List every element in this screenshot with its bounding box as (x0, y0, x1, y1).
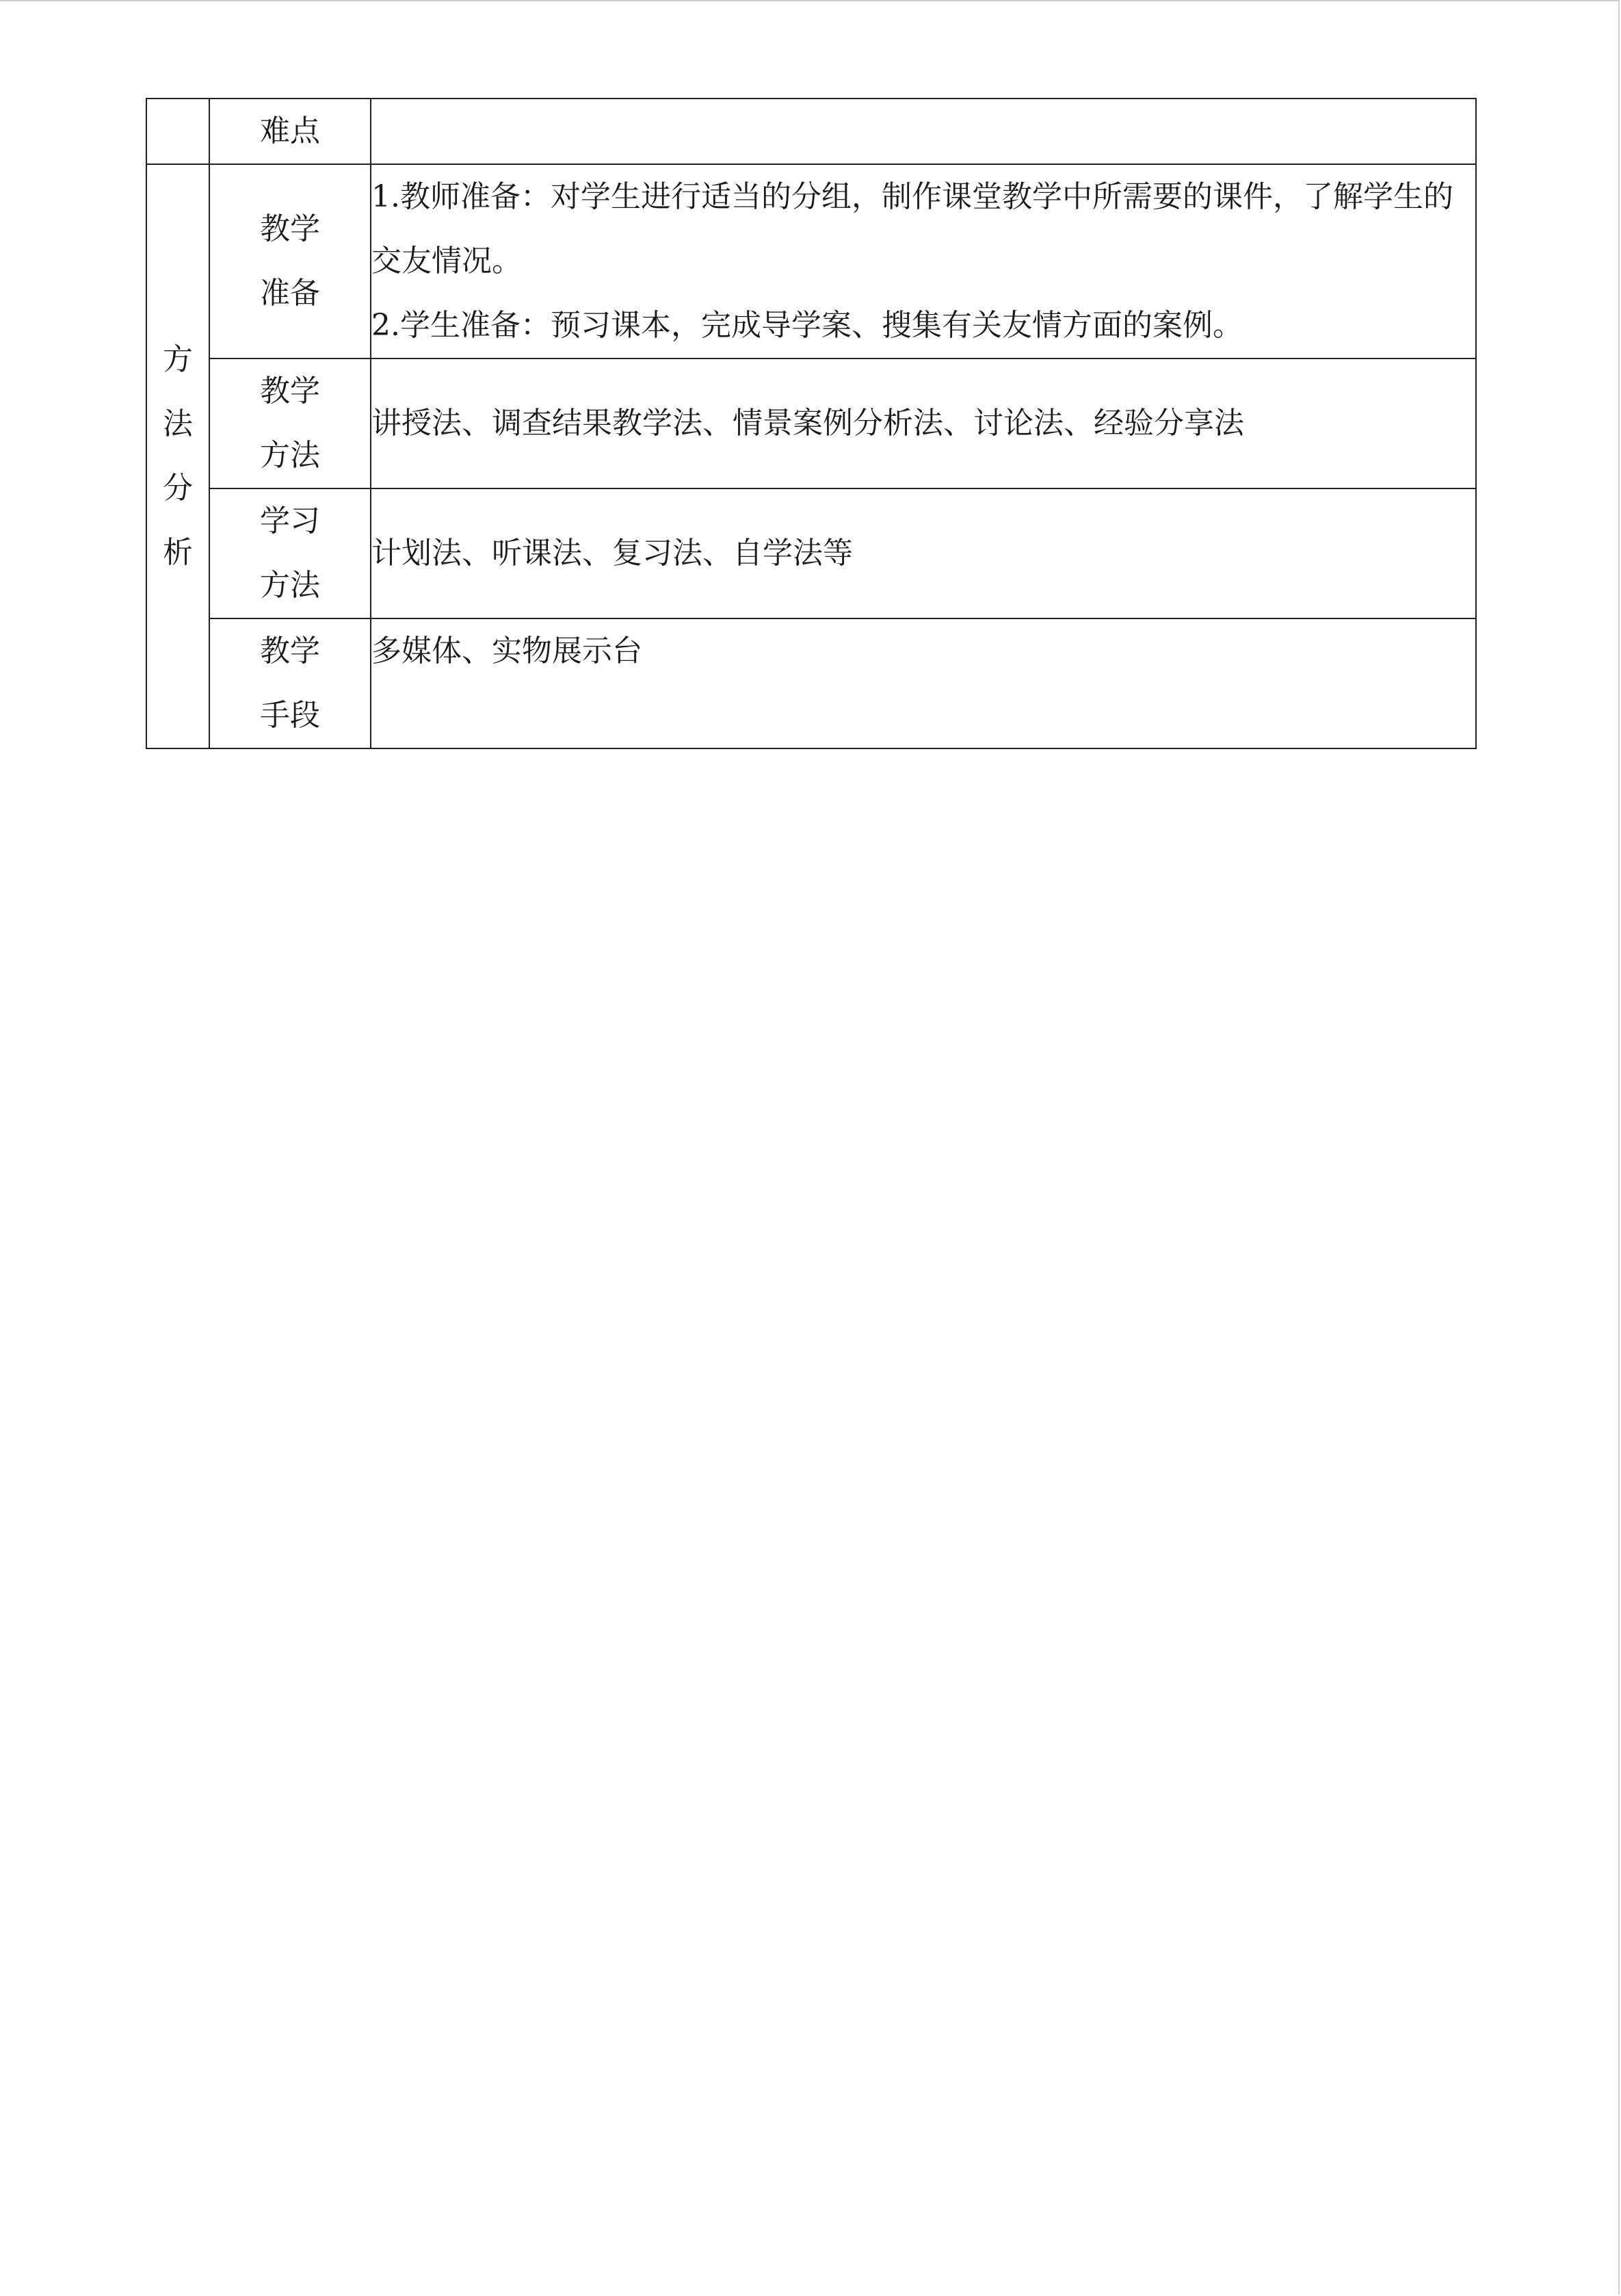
row-label-teaching-methods: 教学方法 (209, 358, 371, 488)
row-content-teaching-preparation (371, 164, 1476, 358)
teacher-preparation-text: 1.教师准备：对学生进行适当的分组，制作课堂教学中所需要的课件，了解学生的交友情况。 (371, 179, 1453, 278)
group-cell-empty (146, 99, 209, 164)
row-content-teaching-methods: 讲授法、调查结果教学法、情景案例分析法、讨论法、经验分享法 (371, 358, 1476, 488)
student-preparation-text: 2.学生准备：预习课本，完成导学案、搜集有关友情方面的案例。 (371, 308, 1243, 343)
row-label-teaching-means: 教学手段 (209, 618, 371, 748)
row-label-learning-methods: 学习方法 (209, 488, 371, 618)
table-row-teaching-methods (146, 358, 1476, 488)
table-row-difficulty (146, 99, 1476, 164)
row-label-teaching-preparation: 教学准备 (209, 164, 371, 358)
group-cell-method-analysis (146, 164, 209, 748)
group-label: 方法分析 (163, 342, 193, 570)
lesson-plan-table (146, 98, 1477, 749)
row-content-difficulty (371, 99, 1476, 164)
table-row-teaching-preparation (146, 164, 1476, 358)
row-content-learning-methods: 计划法、听课法、复习法、自学法等 (371, 488, 1476, 618)
row-content-teaching-means: 多媒体、实物展示台 (371, 618, 1476, 748)
row-label-difficulty: 难点 (209, 99, 371, 164)
table-row-learning-methods (146, 488, 1476, 618)
table-row-teaching-means (146, 618, 1476, 748)
